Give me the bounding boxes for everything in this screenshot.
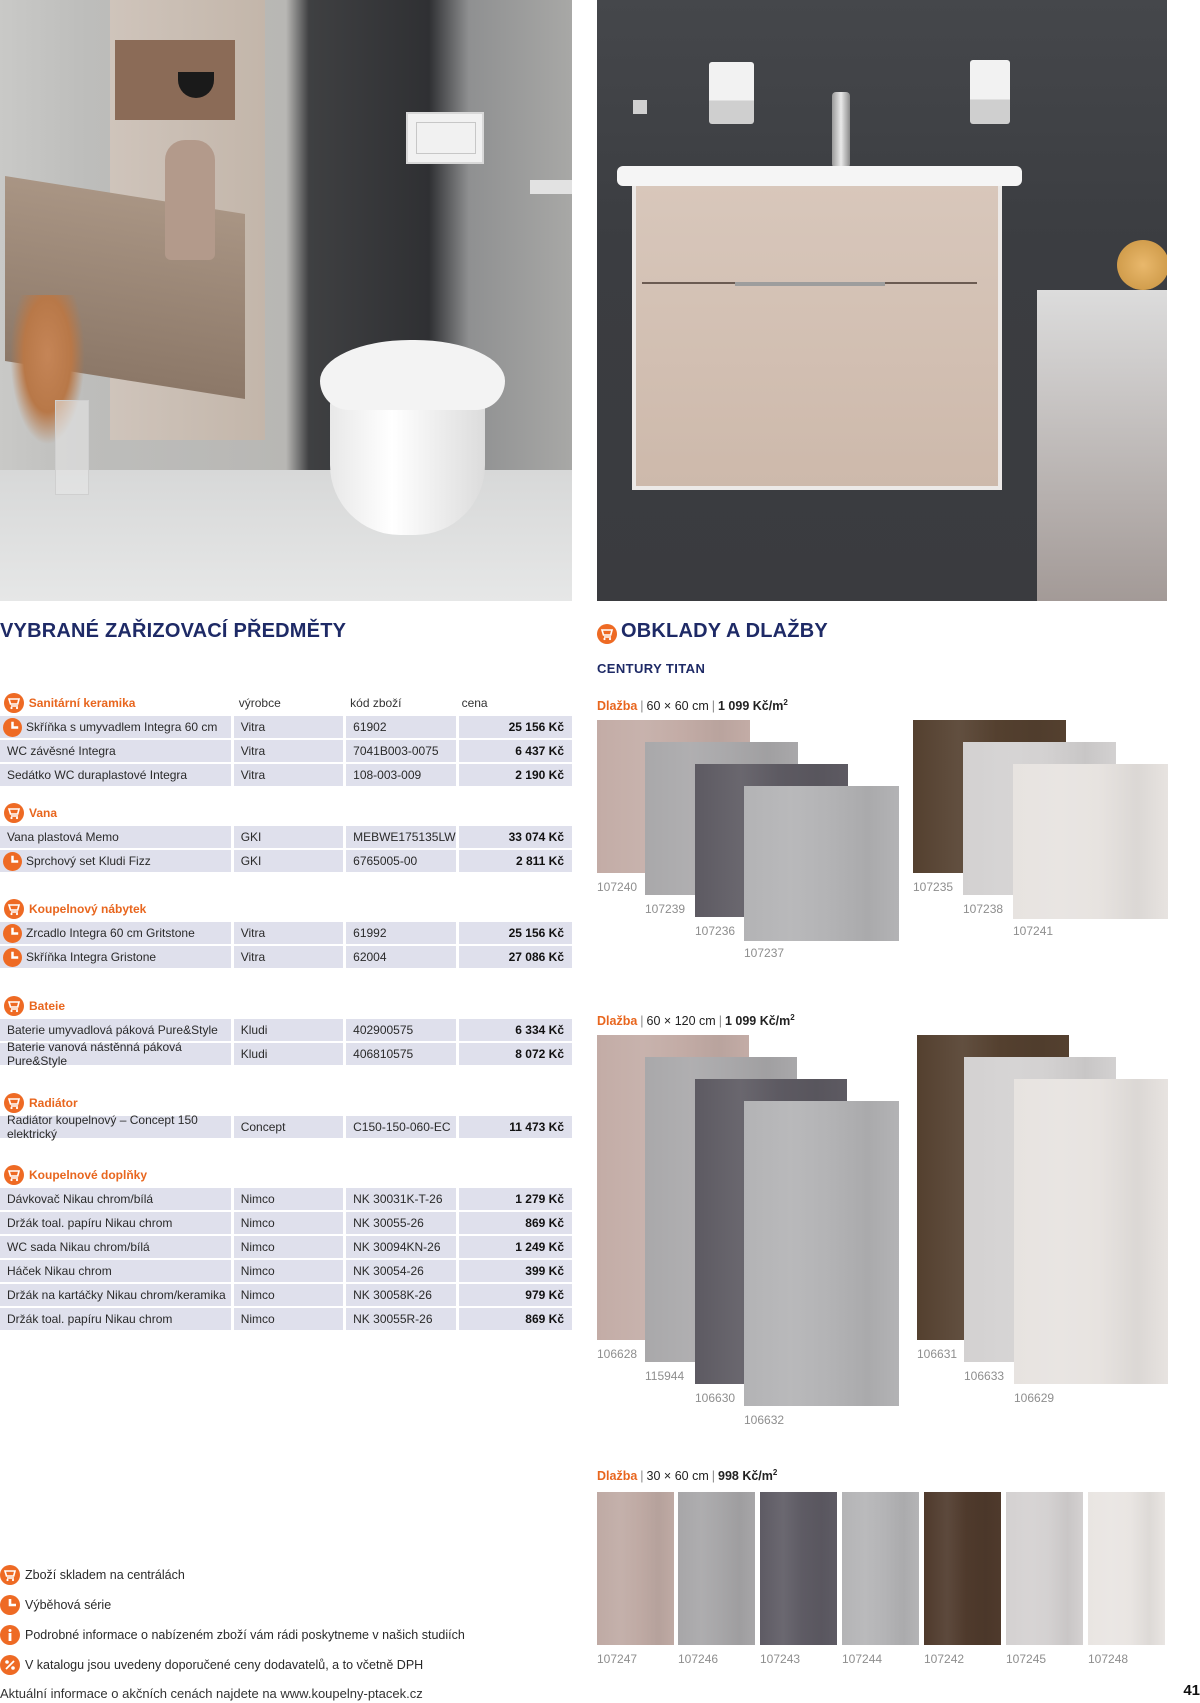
tile-code: 106633 — [964, 1369, 1005, 1383]
table-row — [0, 764, 572, 786]
separator: | — [640, 699, 644, 714]
section-title-tiles: OBKLADY A DLAŽBY — [621, 620, 828, 642]
unit-superscript: 2 — [790, 1013, 795, 1022]
category-title: Sanitární keramika — [28, 696, 136, 710]
column-header-price: cena — [461, 696, 488, 710]
product-code: 402900575 — [346, 1019, 455, 1041]
separator: | — [640, 1469, 644, 1484]
tile-code: 107246 — [678, 1652, 719, 1666]
manufacturer: Nimco — [234, 1308, 343, 1330]
product-code: NK 30055R-26 — [346, 1308, 455, 1330]
price: 27 086 Kč — [459, 946, 572, 968]
manufacturer: Kludi — [234, 1043, 343, 1065]
product-name-cell — [0, 922, 231, 944]
manufacturer: Vitra — [234, 740, 343, 762]
price: 25 156 Kč — [459, 716, 572, 738]
manufacturer: Nimco — [234, 1212, 343, 1234]
product-name: Skříňka Integra Gristone — [26, 950, 157, 964]
separator: | — [711, 1469, 715, 1484]
tile-code: 107244 — [842, 1652, 883, 1666]
tile-code: 107247 — [597, 1652, 638, 1666]
product-name-cell — [0, 716, 231, 738]
product-name: WC sada Nikau chrom/bílá — [7, 1240, 150, 1254]
legend-item — [0, 1620, 465, 1650]
clearance-icon — [0, 1595, 20, 1615]
category-header — [0, 1164, 572, 1186]
category-block — [0, 1092, 572, 1141]
category-block — [0, 692, 572, 786]
product-name-cell — [0, 1188, 231, 1210]
legend-item — [0, 1590, 465, 1620]
price: 25 156 Kč — [459, 922, 572, 944]
percent-icon — [0, 1655, 20, 1675]
tile-code: 107240 — [597, 880, 638, 894]
product-code: NK 30031K-T-26 — [346, 1188, 455, 1210]
product-code: 7041B003-0075 — [346, 740, 455, 762]
product-name-cell — [0, 1040, 231, 1068]
manufacturer: Vitra — [234, 764, 343, 786]
towel — [165, 140, 215, 260]
table-row — [0, 1260, 572, 1282]
product-name-cell — [0, 1308, 231, 1330]
price: 6 437 Kč — [459, 740, 572, 762]
tile-swatch — [597, 1492, 674, 1645]
product-code: C150-150-060-EC — [346, 1116, 455, 1138]
clearance-icon — [3, 924, 22, 943]
table-row — [0, 716, 572, 738]
unit-superscript: 2 — [772, 1468, 778, 1477]
manufacturer: Nimco — [234, 1284, 343, 1306]
table-row — [0, 946, 572, 968]
price: 33 074 Kč — [459, 826, 572, 848]
manufacturer: Vitra — [234, 946, 343, 968]
tile-swatch — [744, 786, 899, 941]
tile-swatch — [760, 1492, 837, 1645]
tile-code: 107239 — [645, 902, 686, 916]
product-code: NK 30094KN-26 — [346, 1236, 455, 1258]
toilet-lid — [320, 340, 505, 410]
product-code: NK 30055-26 — [346, 1212, 455, 1234]
product-name: Držák toal. papíru Nikau chrom — [7, 1216, 173, 1230]
product-name-cell — [0, 1284, 231, 1306]
cart-icon — [4, 1165, 24, 1185]
tile-size: 60 × 120 cm — [646, 1014, 716, 1029]
tile-code: 107235 — [913, 880, 954, 894]
product-name: Držák na kartáčky Nikau chrom/keramika — [7, 1288, 226, 1302]
table-row — [0, 850, 572, 872]
tile-code: 107236 — [695, 924, 736, 938]
bathtub — [1037, 290, 1167, 601]
towel-rail — [530, 180, 572, 194]
bathroom-photo-toilet — [0, 0, 572, 601]
manufacturer: GKI — [234, 850, 343, 872]
icon-legend — [0, 1560, 465, 1680]
page-number: 41 — [1183, 1682, 1200, 1699]
tile-code: 106628 — [597, 1347, 638, 1361]
drawer-handle — [735, 282, 885, 286]
product-name: Vana plastová Memo — [7, 830, 119, 844]
manufacturer: Vitra — [234, 922, 343, 944]
tile-price-value: 998 Kč/m — [718, 1469, 773, 1484]
table-row — [0, 1113, 572, 1141]
product-name-cell — [0, 764, 231, 786]
category-block — [0, 898, 572, 968]
cabinet-shelf — [115, 40, 235, 120]
faucet — [832, 92, 850, 168]
table-row — [0, 922, 572, 944]
tile-type: Dlažba — [597, 1469, 638, 1484]
manufacturer: Kludi — [234, 1019, 343, 1041]
series-name: CENTURY TITAN — [597, 661, 706, 676]
footer-note: Aktuální informace o akčních cenách najdete na www.koupelny-ptacek.cz — [0, 1686, 423, 1701]
tile-code: 107242 — [924, 1652, 965, 1666]
product-name: Skříňka s umyvadlem Integra 60 cm — [26, 720, 218, 734]
table-row — [0, 1308, 572, 1330]
cart-icon — [597, 624, 617, 644]
separator: | — [718, 1014, 722, 1029]
table-row — [0, 1188, 572, 1210]
product-code: 108-003-009 — [346, 764, 455, 786]
clearance-icon — [3, 948, 22, 967]
info-icon — [0, 1625, 20, 1645]
tile-swatch — [1014, 1079, 1168, 1384]
price: 11 473 Kč — [459, 1116, 572, 1138]
unit-superscript: 2 — [783, 698, 788, 707]
product-code: 406810575 — [346, 1043, 455, 1065]
vanity-cabinet — [632, 180, 1002, 490]
tile-code: 106631 — [917, 1347, 958, 1361]
price: 399 Kč — [459, 1260, 572, 1282]
category-header — [0, 995, 572, 1017]
price: 1 249 Kč — [459, 1236, 572, 1258]
product-code: NK 30058K-26 — [346, 1284, 455, 1306]
tile-code: 107241 — [1013, 924, 1054, 938]
tile-code: 106630 — [695, 1391, 736, 1405]
tile-code: 106632 — [744, 1413, 785, 1427]
category-title: Koupelnový nábytek — [29, 902, 147, 916]
product-name-cell — [0, 850, 231, 872]
section-title-fixtures: VYBRANÉ ZAŘIZOVACÍ PŘEDMĚTY — [0, 620, 347, 642]
tile-type: Dlažba — [597, 1014, 638, 1029]
price: 869 Kč — [459, 1308, 572, 1330]
category-block — [0, 1164, 572, 1330]
manufacturer: GKI — [234, 826, 343, 848]
product-name-cell — [0, 1260, 231, 1282]
legend-text: V katalogu jsou uvedeny doporučené ceny dodavatelů, a to včetně DPH — [25, 1658, 424, 1672]
table-row — [0, 1019, 572, 1041]
cart-icon — [4, 1093, 24, 1113]
price: 869 Kč — [459, 1212, 572, 1234]
cart-icon — [4, 803, 24, 823]
legend-text: Podrobné informace o nabízeném zboží vám rádi poskytneme v našich studiích — [25, 1628, 465, 1642]
cart-icon — [0, 1565, 20, 1585]
tile-price — [718, 1469, 777, 1483]
price: 1 279 Kč — [459, 1188, 572, 1210]
category-title: Radiátor — [29, 1096, 78, 1110]
tile-swatch — [1013, 764, 1168, 919]
table-row — [0, 1284, 572, 1306]
tile-swatch — [744, 1101, 899, 1406]
manufacturer: Nimco — [234, 1236, 343, 1258]
product-name: Háček Nikau chrom — [7, 1264, 112, 1278]
product-name-cell — [0, 1113, 231, 1141]
cart-icon — [4, 996, 24, 1016]
tile-code: 115944 — [645, 1369, 685, 1383]
product-name: Baterie vanová nástěnná páková Pure&Style — [7, 1040, 182, 1068]
product-name: Držák toal. papíru Nikau chrom — [7, 1312, 173, 1326]
product-name-cell — [0, 740, 231, 762]
tile-group-label — [597, 698, 788, 713]
column-header-manufacturer: výrobce — [238, 696, 281, 710]
tile-size: 30 × 60 cm — [646, 1469, 709, 1484]
wall-hung-toilet — [330, 395, 485, 535]
product-name: Baterie umyvadlová páková Pure&Style — [7, 1023, 218, 1037]
price: 6 334 Kč — [459, 1019, 572, 1041]
legend-text: Zboží skladem na centrálách — [25, 1568, 185, 1582]
product-code: 6765005-00 — [346, 850, 455, 872]
tile-code: 107238 — [963, 902, 1004, 916]
price: 2 811 Kč — [459, 850, 572, 872]
product-name: Dávkovač Nikau chrom/bílá — [7, 1192, 154, 1206]
table-row — [0, 740, 572, 762]
product-code: NK 30054-26 — [346, 1260, 455, 1282]
bathroom-photo-vanity — [597, 0, 1167, 601]
product-code: MEBWE175135LW — [346, 826, 456, 848]
soap-dispenser — [970, 60, 1010, 124]
tile-code: 107237 — [744, 946, 785, 960]
product-name-cell — [0, 1212, 231, 1234]
column-header-code: kód zboží — [350, 696, 402, 710]
cart-icon — [4, 693, 24, 713]
price: 979 Kč — [459, 1284, 572, 1306]
product-name-cell — [0, 1236, 231, 1258]
tile-code: 106629 — [1014, 1391, 1055, 1405]
manufacturer: Nimco — [234, 1260, 343, 1282]
glass-vase — [55, 400, 89, 495]
category-header — [0, 692, 572, 714]
sponge — [1117, 240, 1167, 290]
tile-swatch — [842, 1492, 919, 1645]
category-block — [0, 802, 572, 872]
cart-icon — [4, 899, 24, 919]
tile-group-label — [597, 1013, 795, 1028]
tile-group-label — [597, 1468, 777, 1483]
category-block — [0, 995, 572, 1068]
table-row — [0, 826, 572, 848]
tile-price — [718, 699, 788, 713]
tile-swatch — [924, 1492, 1001, 1645]
price: 8 072 Kč — [459, 1043, 572, 1065]
category-title: Bateie — [29, 999, 66, 1013]
tile-swatch — [678, 1492, 755, 1645]
legend-text: Výběhová série — [25, 1598, 112, 1612]
tile-swatch — [1006, 1492, 1083, 1645]
tile-code: 107248 — [1088, 1652, 1129, 1666]
tile-type: Dlažba — [597, 699, 638, 714]
product-name: WC závěsné Integra — [7, 744, 116, 758]
category-header — [0, 1092, 572, 1114]
washbasin — [617, 166, 1022, 186]
tile-price-value: 1 099 Kč/m — [718, 699, 784, 714]
tile-price — [725, 1014, 795, 1028]
category-title: Koupelnové doplňky — [29, 1168, 148, 1182]
clearance-icon — [3, 718, 22, 737]
separator: | — [711, 699, 715, 714]
toothbrush-holder — [709, 62, 754, 124]
product-name-cell — [0, 946, 231, 968]
table-row — [0, 1212, 572, 1234]
price: 2 190 Kč — [459, 764, 572, 786]
clearance-icon — [3, 852, 22, 871]
separator: | — [640, 1014, 644, 1029]
tile-swatch — [1088, 1492, 1165, 1645]
table-row — [0, 1040, 572, 1068]
category-header — [0, 802, 572, 824]
tile-size: 60 × 60 cm — [646, 699, 709, 714]
legend-item — [0, 1650, 465, 1680]
product-name: Zrcadlo Integra 60 cm Gritstone — [26, 926, 195, 940]
product-code: 61902 — [346, 716, 455, 738]
product-code: 61992 — [346, 922, 455, 944]
category-title: Vana — [29, 806, 58, 820]
table-row — [0, 1236, 572, 1258]
product-name-cell — [0, 1019, 231, 1041]
product-name: Sedátko WC duraplastové Integra — [7, 768, 188, 782]
legend-item — [0, 1560, 465, 1590]
category-header — [0, 898, 572, 920]
manufacturer: Nimco — [234, 1188, 343, 1210]
tile-code: 107245 — [1006, 1652, 1047, 1666]
flush-plate — [406, 112, 484, 164]
manufacturer: Vitra — [234, 716, 343, 738]
tile-code: 107243 — [760, 1652, 801, 1666]
wall-hook — [633, 100, 647, 114]
product-name: Sprchový set Kludi Fizz — [26, 854, 151, 868]
manufacturer: Concept — [234, 1116, 343, 1138]
product-name: Radiátor koupelnový – Concept 150 elektrický — [7, 1113, 198, 1141]
tile-price-value: 1 099 Kč/m — [724, 1014, 791, 1029]
product-code: 62004 — [346, 946, 455, 968]
product-name-cell — [0, 826, 231, 848]
